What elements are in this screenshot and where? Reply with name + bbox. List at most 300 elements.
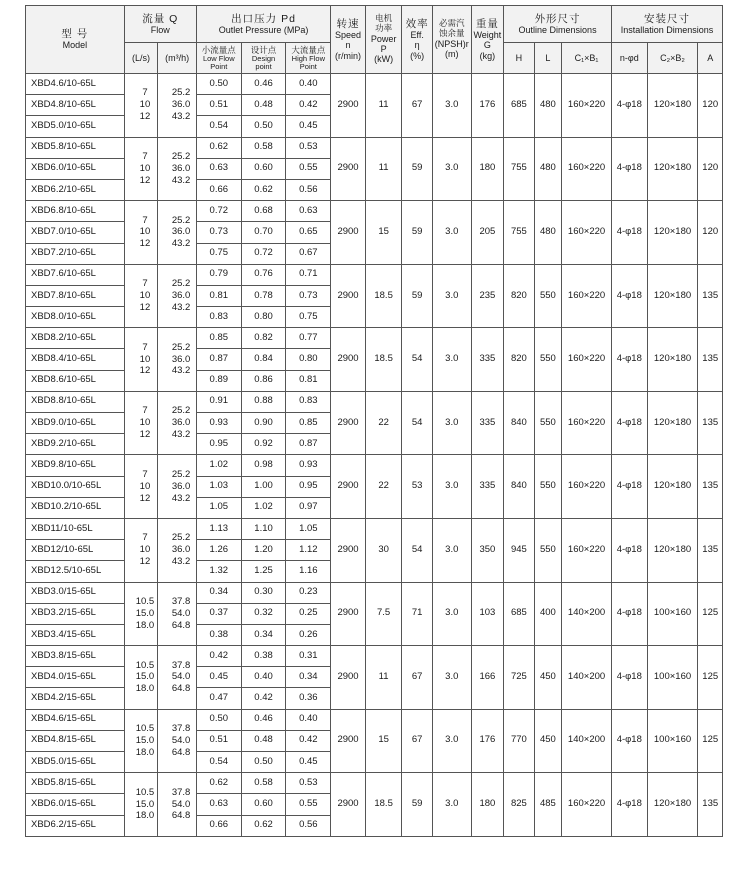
flow-ls-cell bbox=[124, 773, 158, 837]
pressure-low-cell: 0.85 bbox=[196, 328, 241, 349]
model-cell: XBD8.0/10-65L bbox=[26, 307, 125, 328]
pressure-low-cell: 1.05 bbox=[196, 497, 241, 518]
pressure-design-cell: 0.50 bbox=[241, 116, 286, 137]
pressure-design-cell: 0.48 bbox=[241, 730, 286, 751]
pressure-design-cell: 0.80 bbox=[241, 307, 286, 328]
pressure-design-cell: 0.62 bbox=[241, 815, 286, 836]
weight-cell: 180 bbox=[471, 137, 504, 201]
weight-cell: 335 bbox=[471, 328, 504, 392]
pressure-design-cell: 0.48 bbox=[241, 95, 286, 116]
outline-c1b1-cell: 160×220 bbox=[562, 74, 612, 138]
header-install-nd: n-φd bbox=[611, 43, 647, 74]
pressure-low-cell: 0.50 bbox=[196, 709, 241, 730]
model-cell: XBD3.8/15-65L bbox=[26, 646, 125, 667]
eff-cell: 54 bbox=[402, 518, 433, 582]
flow-m3h-value: 36.0 bbox=[171, 480, 191, 492]
npsh-cell: 3.0 bbox=[432, 328, 471, 392]
table-row bbox=[26, 646, 723, 667]
model-cell: XBD5.8/10-65L bbox=[26, 137, 125, 158]
speed-cell: 2900 bbox=[331, 74, 366, 138]
install-nd-cell: 4-φ18 bbox=[611, 74, 647, 138]
flow-ls-cell bbox=[124, 74, 158, 138]
flow-ls-value: 12 bbox=[139, 429, 151, 441]
speed-cell: 2900 bbox=[331, 582, 366, 646]
flow-m3h-cell bbox=[158, 264, 197, 328]
model-cell: XBD10.2/10-65L bbox=[26, 497, 125, 518]
pressure-high-cell: 0.75 bbox=[286, 307, 331, 328]
pressure-low-cell: 1.03 bbox=[196, 476, 241, 497]
model-cell: XBD4.8/10-65L bbox=[26, 95, 125, 116]
pressure-low-cell: 0.42 bbox=[196, 646, 241, 667]
outline-c1b1-cell: 160×220 bbox=[562, 518, 612, 582]
pressure-high-cell: 0.80 bbox=[286, 349, 331, 370]
flow-m3h-value: 25.2 bbox=[171, 468, 191, 480]
flow-ls-value: 15.0 bbox=[135, 734, 155, 746]
flow-m3h-value: 25.2 bbox=[171, 341, 191, 353]
flow-ls-value: 12 bbox=[139, 365, 151, 377]
pressure-high-cell: 0.25 bbox=[286, 603, 331, 624]
outline-h-cell: 840 bbox=[504, 391, 535, 455]
eff-cell: 59 bbox=[402, 264, 433, 328]
flow-m3h-value: 37.8 bbox=[171, 786, 191, 798]
pressure-design-cell: 0.86 bbox=[241, 370, 286, 391]
eff-cell: 54 bbox=[402, 328, 433, 392]
pressure-high-cell: 0.26 bbox=[286, 624, 331, 645]
flow-m3h-cell bbox=[158, 137, 197, 201]
pressure-high-cell: 0.81 bbox=[286, 370, 331, 391]
flow-m3h-cell bbox=[158, 391, 197, 455]
install-nd-cell: 4-φ18 bbox=[611, 391, 647, 455]
power-cell: 30 bbox=[365, 518, 402, 582]
outline-l-cell: 400 bbox=[534, 582, 561, 646]
pressure-high-cell: 0.31 bbox=[286, 646, 331, 667]
flow-ls-cell bbox=[124, 646, 158, 710]
pressure-low-cell: 0.51 bbox=[196, 730, 241, 751]
flow-ls-cell bbox=[124, 137, 158, 201]
flow-ls-value: 10 bbox=[139, 353, 151, 365]
pressure-design-cell: 0.90 bbox=[241, 413, 286, 434]
npsh-cell: 3.0 bbox=[432, 518, 471, 582]
outline-l-cell: 480 bbox=[534, 137, 561, 201]
install-a-cell: 125 bbox=[698, 646, 723, 710]
flow-m3h-value: 43.2 bbox=[171, 238, 191, 250]
pressure-design-cell: 0.68 bbox=[241, 201, 286, 222]
flow-m3h-value: 37.8 bbox=[171, 659, 191, 671]
pressure-high-cell: 1.12 bbox=[286, 540, 331, 561]
flow-m3h-value: 37.8 bbox=[171, 595, 191, 607]
install-c2b2-cell: 120×180 bbox=[647, 264, 698, 328]
pressure-low-cell: 0.34 bbox=[196, 582, 241, 603]
npsh-cell: 3.0 bbox=[432, 646, 471, 710]
pressure-high-cell: 0.67 bbox=[286, 243, 331, 264]
speed-cell: 2900 bbox=[331, 773, 366, 837]
weight-cell: 335 bbox=[471, 391, 504, 455]
model-cell: XBD3.0/15-65L bbox=[26, 582, 125, 603]
model-cell: XBD4.8/15-65L bbox=[26, 730, 125, 751]
header-outline-l: L bbox=[534, 43, 561, 74]
pressure-low-cell: 0.87 bbox=[196, 349, 241, 370]
header-flow-m3h: (m³/h) bbox=[158, 43, 197, 74]
pressure-low-cell: 0.51 bbox=[196, 95, 241, 116]
model-cell: XBD7.8/10-65L bbox=[26, 285, 125, 306]
power-cell: 11 bbox=[365, 74, 402, 138]
pressure-design-cell: 0.50 bbox=[241, 752, 286, 773]
pressure-high-cell: 0.93 bbox=[286, 455, 331, 476]
flow-ls-value: 10.5 bbox=[135, 723, 155, 735]
table-row bbox=[26, 328, 723, 349]
pressure-low-cell: 0.93 bbox=[196, 413, 241, 434]
pressure-design-cell: 0.42 bbox=[241, 688, 286, 709]
outline-l-cell: 480 bbox=[534, 74, 561, 138]
flow-m3h-value: 43.2 bbox=[171, 429, 191, 441]
model-cell: XBD5.0/15-65L bbox=[26, 752, 125, 773]
pressure-design-cell: 0.70 bbox=[241, 222, 286, 243]
npsh-cell: 3.0 bbox=[432, 773, 471, 837]
table-row bbox=[26, 137, 723, 158]
flow-ls-value: 7 bbox=[142, 87, 148, 99]
eff-cell: 71 bbox=[402, 582, 433, 646]
model-cell: XBD8.8/10-65L bbox=[26, 391, 125, 412]
pressure-design-cell: 1.02 bbox=[241, 497, 286, 518]
pressure-design-cell: 0.62 bbox=[241, 179, 286, 200]
pressure-design-cell: 1.10 bbox=[241, 518, 286, 539]
pressure-high-cell: 0.53 bbox=[286, 137, 331, 158]
outline-h-cell: 945 bbox=[504, 518, 535, 582]
header-flow-ls: (L/s) bbox=[124, 43, 158, 74]
pressure-high-cell: 0.63 bbox=[286, 201, 331, 222]
install-c2b2-cell: 120×180 bbox=[647, 137, 698, 201]
pressure-low-cell: 0.45 bbox=[196, 667, 241, 688]
flow-m3h-value: 25.2 bbox=[171, 214, 191, 226]
table-row bbox=[26, 518, 723, 539]
outline-c1b1-cell: 160×220 bbox=[562, 264, 612, 328]
flow-m3h-cell bbox=[158, 773, 197, 837]
pressure-design-cell: 0.92 bbox=[241, 434, 286, 455]
eff-cell: 53 bbox=[402, 455, 433, 519]
power-cell: 11 bbox=[365, 646, 402, 710]
outline-h-cell: 755 bbox=[504, 137, 535, 201]
install-nd-cell: 4-φ18 bbox=[611, 137, 647, 201]
pressure-design-cell: 0.60 bbox=[241, 158, 286, 179]
pressure-high-cell: 0.83 bbox=[286, 391, 331, 412]
speed-cell: 2900 bbox=[331, 455, 366, 519]
pressure-high-cell: 0.65 bbox=[286, 222, 331, 243]
flow-m3h-value: 25.2 bbox=[171, 278, 191, 290]
header-pressure-low: 小流量点 Low Flow Point bbox=[196, 43, 241, 74]
pressure-low-cell: 0.66 bbox=[196, 179, 241, 200]
flow-m3h-value: 54.0 bbox=[171, 798, 191, 810]
pressure-low-cell: 0.37 bbox=[196, 603, 241, 624]
flow-ls-value: 10.5 bbox=[135, 595, 155, 607]
install-a-cell: 135 bbox=[698, 518, 723, 582]
eff-cell: 59 bbox=[402, 201, 433, 265]
model-cell: XBD8.6/10-65L bbox=[26, 370, 125, 391]
header-weight: 重量 Weight G (kg) bbox=[471, 6, 504, 74]
pressure-design-cell: 0.30 bbox=[241, 582, 286, 603]
install-a-cell: 135 bbox=[698, 264, 723, 328]
pressure-high-cell: 1.16 bbox=[286, 561, 331, 582]
flow-m3h-value: 36.0 bbox=[171, 290, 191, 302]
model-cell: XBD5.0/10-65L bbox=[26, 116, 125, 137]
flow-m3h-cell bbox=[158, 455, 197, 519]
npsh-cell: 3.0 bbox=[432, 709, 471, 773]
pressure-high-cell: 0.45 bbox=[286, 116, 331, 137]
install-a-cell: 120 bbox=[698, 137, 723, 201]
flow-ls-cell bbox=[124, 518, 158, 582]
weight-cell: 350 bbox=[471, 518, 504, 582]
flow-m3h-value: 64.8 bbox=[171, 619, 191, 631]
install-nd-cell: 4-φ18 bbox=[611, 646, 647, 710]
table-row bbox=[26, 582, 723, 603]
eff-cell: 59 bbox=[402, 773, 433, 837]
flow-ls-value: 12 bbox=[139, 238, 151, 250]
outline-h-cell: 840 bbox=[504, 455, 535, 519]
outline-l-cell: 550 bbox=[534, 391, 561, 455]
npsh-cell: 3.0 bbox=[432, 391, 471, 455]
outline-h-cell: 825 bbox=[504, 773, 535, 837]
flow-ls-value: 10 bbox=[139, 99, 151, 111]
flow-ls-value: 10 bbox=[139, 544, 151, 556]
install-c2b2-cell: 120×180 bbox=[647, 74, 698, 138]
flow-m3h-value: 25.2 bbox=[171, 532, 191, 544]
outline-l-cell: 550 bbox=[534, 328, 561, 392]
flow-ls-value: 10 bbox=[139, 162, 151, 174]
model-cell: XBD6.0/15-65L bbox=[26, 794, 125, 815]
outline-c1b1-cell: 160×220 bbox=[562, 201, 612, 265]
flow-m3h-value: 64.8 bbox=[171, 810, 191, 822]
outline-c1b1-cell: 140×200 bbox=[562, 582, 612, 646]
pressure-low-cell: 0.75 bbox=[196, 243, 241, 264]
install-a-cell: 135 bbox=[698, 391, 723, 455]
flow-ls-value: 15.0 bbox=[135, 798, 155, 810]
flow-ls-value: 18.0 bbox=[135, 683, 155, 695]
power-cell: 7.5 bbox=[365, 582, 402, 646]
table-row bbox=[26, 773, 723, 794]
weight-cell: 176 bbox=[471, 74, 504, 138]
install-a-cell: 120 bbox=[698, 201, 723, 265]
pressure-design-cell: 0.58 bbox=[241, 773, 286, 794]
flow-ls-value: 7 bbox=[142, 468, 148, 480]
flow-m3h-value: 64.8 bbox=[171, 746, 191, 758]
pressure-low-cell: 0.62 bbox=[196, 773, 241, 794]
model-cell: XBD9.8/10-65L bbox=[26, 455, 125, 476]
model-cell: XBD9.0/10-65L bbox=[26, 413, 125, 434]
pump-spec-table bbox=[25, 5, 723, 837]
flow-m3h-value: 43.2 bbox=[171, 301, 191, 313]
power-cell: 15 bbox=[365, 709, 402, 773]
flow-m3h-cell bbox=[158, 518, 197, 582]
pressure-high-cell: 0.40 bbox=[286, 74, 331, 95]
outline-c1b1-cell: 140×200 bbox=[562, 709, 612, 773]
flow-m3h-value: 54.0 bbox=[171, 607, 191, 619]
model-cell: XBD9.2/10-65L bbox=[26, 434, 125, 455]
header-outline: 外形尺寸 Outline Dimensions bbox=[504, 6, 612, 43]
outline-l-cell: 550 bbox=[534, 518, 561, 582]
flow-ls-value: 12 bbox=[139, 111, 151, 123]
pressure-high-cell: 0.36 bbox=[286, 688, 331, 709]
pressure-high-cell: 1.05 bbox=[286, 518, 331, 539]
table-row bbox=[26, 391, 723, 412]
outline-l-cell: 550 bbox=[534, 455, 561, 519]
flow-m3h-cell bbox=[158, 582, 197, 646]
flow-ls-value: 18.0 bbox=[135, 746, 155, 758]
outline-h-cell: 820 bbox=[504, 264, 535, 328]
weight-cell: 335 bbox=[471, 455, 504, 519]
install-c2b2-cell: 120×180 bbox=[647, 328, 698, 392]
flow-ls-value: 7 bbox=[142, 278, 148, 290]
install-c2b2-cell: 120×180 bbox=[647, 773, 698, 837]
power-cell: 18.5 bbox=[365, 773, 402, 837]
npsh-cell: 3.0 bbox=[432, 582, 471, 646]
flow-m3h-cell bbox=[158, 709, 197, 773]
model-cell: XBD6.0/10-65L bbox=[26, 158, 125, 179]
install-a-cell: 120 bbox=[698, 74, 723, 138]
install-nd-cell: 4-φ18 bbox=[611, 709, 647, 773]
header-install: 安装尺寸 Installation Dimensions bbox=[611, 6, 722, 43]
pressure-design-cell: 0.98 bbox=[241, 455, 286, 476]
pressure-design-cell: 1.20 bbox=[241, 540, 286, 561]
spec-table-body bbox=[26, 74, 723, 837]
speed-cell: 2900 bbox=[331, 264, 366, 328]
weight-cell: 205 bbox=[471, 201, 504, 265]
header-model: 型 号 Model bbox=[26, 6, 125, 74]
weight-cell: 103 bbox=[471, 582, 504, 646]
flow-ls-value: 12 bbox=[139, 301, 151, 313]
header-eff: 效率 Eff. η (%) bbox=[402, 6, 433, 74]
pressure-design-cell: 0.84 bbox=[241, 349, 286, 370]
outline-h-cell: 685 bbox=[504, 582, 535, 646]
table-row bbox=[26, 201, 723, 222]
flow-ls-value: 10.5 bbox=[135, 786, 155, 798]
power-cell: 15 bbox=[365, 201, 402, 265]
flow-ls-value: 12 bbox=[139, 492, 151, 504]
flow-m3h-value: 54.0 bbox=[171, 734, 191, 746]
speed-cell: 2900 bbox=[331, 201, 366, 265]
pressure-design-cell: 0.60 bbox=[241, 794, 286, 815]
flow-ls-value: 7 bbox=[142, 532, 148, 544]
speed-cell: 2900 bbox=[331, 328, 366, 392]
flow-ls-cell bbox=[124, 455, 158, 519]
install-c2b2-cell: 120×180 bbox=[647, 391, 698, 455]
flow-m3h-value: 43.2 bbox=[171, 111, 191, 123]
pressure-high-cell: 0.42 bbox=[286, 730, 331, 751]
pressure-high-cell: 0.95 bbox=[286, 476, 331, 497]
pressure-high-cell: 0.40 bbox=[286, 709, 331, 730]
outline-l-cell: 550 bbox=[534, 264, 561, 328]
npsh-cell: 3.0 bbox=[432, 137, 471, 201]
eff-cell: 67 bbox=[402, 74, 433, 138]
pressure-design-cell: 0.76 bbox=[241, 264, 286, 285]
install-nd-cell: 4-φ18 bbox=[611, 455, 647, 519]
header-power: 电机 功率 Power P (kW) bbox=[365, 6, 402, 74]
flow-ls-value: 7 bbox=[142, 151, 148, 163]
pressure-low-cell: 0.72 bbox=[196, 201, 241, 222]
table-row bbox=[26, 74, 723, 95]
flow-m3h-cell bbox=[158, 74, 197, 138]
flow-ls-value: 12 bbox=[139, 556, 151, 568]
model-cell: XBD8.4/10-65L bbox=[26, 349, 125, 370]
install-nd-cell: 4-φ18 bbox=[611, 201, 647, 265]
model-cell: XBD4.0/15-65L bbox=[26, 667, 125, 688]
pressure-design-cell: 0.46 bbox=[241, 709, 286, 730]
model-cell: XBD4.2/15-65L bbox=[26, 688, 125, 709]
flow-m3h-value: 36.0 bbox=[171, 544, 191, 556]
weight-cell: 176 bbox=[471, 709, 504, 773]
model-cell: XBD5.8/15-65L bbox=[26, 773, 125, 794]
speed-cell: 2900 bbox=[331, 709, 366, 773]
pressure-high-cell: 0.56 bbox=[286, 815, 331, 836]
pressure-low-cell: 1.32 bbox=[196, 561, 241, 582]
flow-m3h-value: 36.0 bbox=[171, 226, 191, 238]
install-nd-cell: 4-φ18 bbox=[611, 328, 647, 392]
table-row bbox=[26, 455, 723, 476]
npsh-cell: 3.0 bbox=[432, 201, 471, 265]
header-pressure-design: 设计点 Design point bbox=[241, 43, 286, 74]
flow-m3h-value: 36.0 bbox=[171, 162, 191, 174]
flow-m3h-value: 25.2 bbox=[171, 151, 191, 163]
outline-h-cell: 685 bbox=[504, 74, 535, 138]
model-cell: XBD12/10-65L bbox=[26, 540, 125, 561]
pressure-low-cell: 1.26 bbox=[196, 540, 241, 561]
flow-ls-value: 10.5 bbox=[135, 659, 155, 671]
pressure-high-cell: 0.34 bbox=[286, 667, 331, 688]
flow-ls-value: 15.0 bbox=[135, 607, 155, 619]
flow-m3h-value: 25.2 bbox=[171, 405, 191, 417]
model-cell: XBD12.5/10-65L bbox=[26, 561, 125, 582]
pressure-low-cell: 0.62 bbox=[196, 137, 241, 158]
pressure-high-cell: 0.55 bbox=[286, 158, 331, 179]
flow-ls-value: 10 bbox=[139, 417, 151, 429]
install-c2b2-cell: 120×180 bbox=[647, 455, 698, 519]
install-a-cell: 135 bbox=[698, 328, 723, 392]
model-cell: XBD4.6/15-65L bbox=[26, 709, 125, 730]
model-cell: XBD3.4/15-65L bbox=[26, 624, 125, 645]
install-a-cell: 135 bbox=[698, 773, 723, 837]
pressure-high-cell: 0.23 bbox=[286, 582, 331, 603]
outline-c1b1-cell: 160×220 bbox=[562, 328, 612, 392]
speed-cell: 2900 bbox=[331, 391, 366, 455]
pressure-high-cell: 0.53 bbox=[286, 773, 331, 794]
install-c2b2-cell: 100×160 bbox=[647, 582, 698, 646]
outline-c1b1-cell: 140×200 bbox=[562, 646, 612, 710]
outline-c1b1-cell: 160×220 bbox=[562, 137, 612, 201]
install-a-cell: 135 bbox=[698, 455, 723, 519]
pressure-low-cell: 0.50 bbox=[196, 74, 241, 95]
power-cell: 18.5 bbox=[365, 328, 402, 392]
flow-ls-value: 12 bbox=[139, 174, 151, 186]
install-c2b2-cell: 120×180 bbox=[647, 201, 698, 265]
header-install-a: A bbox=[698, 43, 723, 74]
model-cell: XBD6.2/10-65L bbox=[26, 179, 125, 200]
flow-ls-cell bbox=[124, 582, 158, 646]
pressure-low-cell: 0.54 bbox=[196, 116, 241, 137]
pressure-design-cell: 0.46 bbox=[241, 74, 286, 95]
eff-cell: 54 bbox=[402, 391, 433, 455]
pressure-high-cell: 0.97 bbox=[286, 497, 331, 518]
weight-cell: 166 bbox=[471, 646, 504, 710]
pressure-high-cell: 0.73 bbox=[286, 285, 331, 306]
install-nd-cell: 4-φ18 bbox=[611, 773, 647, 837]
outline-l-cell: 485 bbox=[534, 773, 561, 837]
flow-ls-cell bbox=[124, 328, 158, 392]
header-pressure-high: 大流量点 High Flow Point bbox=[286, 43, 331, 74]
weight-cell: 180 bbox=[471, 773, 504, 837]
pressure-low-cell: 0.63 bbox=[196, 158, 241, 179]
pressure-high-cell: 0.85 bbox=[286, 413, 331, 434]
flow-m3h-value: 36.0 bbox=[171, 417, 191, 429]
pressure-design-cell: 1.25 bbox=[241, 561, 286, 582]
pressure-high-cell: 0.55 bbox=[286, 794, 331, 815]
